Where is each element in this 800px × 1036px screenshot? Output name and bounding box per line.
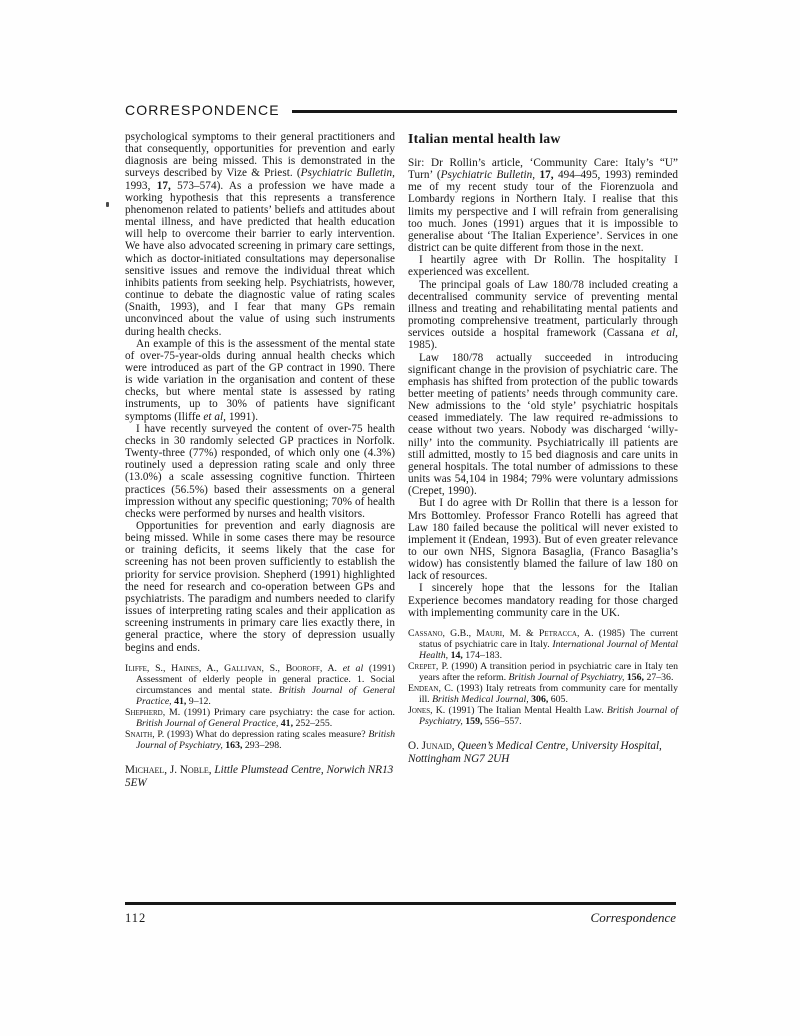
text-run: I heartily agree with Dr Rollin. The hospitality I experienced was excellent. <box>408 254 678 279</box>
header-rule <box>292 110 677 113</box>
letter-paragraph <box>125 338 395 423</box>
text-run: British Journal of Psychiatry, <box>136 728 395 751</box>
text-run: I sincerely hope that the lessons for the Italian Experience becomes mandatory reading for those charged with implementing community care in the UK. <box>408 582 678 619</box>
reference <box>408 705 678 727</box>
text-run: British Journal of Psychiatry, <box>419 704 679 727</box>
scan-artifact <box>106 202 109 207</box>
left-column <box>125 131 395 790</box>
text-run: Law 180/78 actually succeeded in introducing significant change in the provision of psychiatric care. The emphasis has shifted from protection of the public towards better meeting of patients’ needs through community care. New admissions to the ‘old style’ psychiatric hospitals ceased immediately. The law required re-admissions to cease without two years. Nobody was discharged ‘willy-nilly’ into the community. Psychiatrically ill patients are still admitted, mostly to 15 bed diagnosis and care units in general hospitals. The total number of admissions to these units was 54,104 in 1984; 79% were voluntary admissions (Crepet, 1990). <box>408 351 678 498</box>
letter-columns <box>125 131 678 790</box>
text-run: (1991) The Italian Mental Health Law. <box>445 704 607 716</box>
text-run: 14, <box>450 649 463 661</box>
text-run: 306, <box>531 693 549 705</box>
left-signature <box>125 764 395 790</box>
text-run: Jones, K. <box>408 704 446 716</box>
right-letter-body <box>408 157 678 619</box>
text-run: Crepet, P. <box>408 660 449 672</box>
letter-paragraph <box>408 254 678 278</box>
text-run: 41, <box>280 717 294 729</box>
text-run: The principal goals of Law 180/78 included creating a decentralised community service of preventing mental illness and treating and rehabilitating mental patients and promoting comprehensive treatment, particularly through services outside a hospital framework (Cassana <box>408 278 678 340</box>
text-run: 41, <box>174 695 187 707</box>
text-run: Endean, C. <box>408 682 454 694</box>
letter-paragraph <box>125 131 395 338</box>
text-run: British Journal of General Practice, <box>136 684 395 707</box>
text-run: But I do agree with Dr Rollin that there is a lesson for Mrs Bottomley. Professor Franco Rotelli has agreed that Law 180 failed because the political will never existed to implement it (Endean, 1993). But of even greater relevance to our own NHS, Signora Basaglia, (Franco Basaglia’s widow) has consistently blamed the failure of law 180 on lack of resources. <box>408 497 678 583</box>
text-run: (1991) Primary care psychiatry: the case for action. <box>180 706 395 718</box>
text-run: 174–183. <box>462 649 503 661</box>
letter-paragraph <box>408 279 678 352</box>
text-run: 27–36. <box>644 671 674 683</box>
text-run: 252–255. <box>293 717 333 729</box>
text-run: et al, <box>651 327 678 340</box>
text-run: 605. <box>548 693 568 705</box>
reference <box>125 663 395 707</box>
letter-paragraph <box>408 497 678 582</box>
text-run: Psychiatric Bulletin, <box>440 169 536 182</box>
text-run: British Medical Journal, <box>432 693 529 705</box>
text-run: Cassano, G.B., Mauri, M. & Petracca, A. <box>408 627 594 639</box>
text-run: International Journal of Mental Health, <box>419 638 678 661</box>
text-run: I have recently surveyed the content of over-75 health checks in 30 randomly selected GP practices in Norfolk. Twenty-three (77%) responded, of which only one (4.3%) routinely used a depression rating scale and only three (13.0%) a scale assessing cognitive function. Thirteen practices (56.5%) based their assessments on a general impression without any specific questioning; 70% of health checks were performed by nurses and health visitors. <box>125 422 395 520</box>
right-column <box>408 131 678 790</box>
text-run: 1991). <box>226 410 259 423</box>
letter-heading: Italian mental health law <box>408 131 561 146</box>
text-run: 163, <box>225 739 243 751</box>
text-run: (1990) A transition period in psychiatric care in Italy ten years after the reform. <box>419 660 678 683</box>
letter-paragraph <box>408 352 678 498</box>
text-run: (1991) Assessment of elderly people in general practice. 1. Social circumstances and mental state. <box>136 662 396 696</box>
text-run: British Journal of Psychiatry, <box>508 671 625 683</box>
text-run: 1993, <box>125 179 157 192</box>
reference <box>408 683 678 705</box>
text-run: 156, <box>626 671 645 683</box>
text-run: 556–557. <box>482 715 522 727</box>
text-run: 494–495, 1993) reminded me of my recent study tour of the Fiorenzuola and Lombardy regions in Northern Italy. I realise that this limits my perspective and I will refrain from generalising too much. Jones (1991) argues that it is impossible to generalise about ‘The Italian Experience’. Services in one district can be quite different from those in the next. <box>408 169 678 255</box>
letter-paragraph <box>408 157 678 254</box>
page-footer <box>125 910 676 926</box>
text-run: 17, <box>156 179 171 192</box>
text-run: et al, <box>203 410 226 423</box>
running-title: Correspondence <box>590 910 676 925</box>
text-run: Queen’s Medical Centre, University Hospital, Nottingham NG7 2UH <box>408 739 662 766</box>
text-run: et al <box>342 662 364 674</box>
letter-paragraph <box>408 582 678 618</box>
text-run: Sir: Dr Rollin’s article, ‘Community Care: Italy’s “U” Turn’ ( <box>408 157 678 182</box>
text-run: Shepherd, M. <box>125 706 181 718</box>
correspondence-header <box>125 102 677 118</box>
text-run: Iliffe, S., Haines, A., Gallivan, S., Booroff, A. <box>125 662 338 674</box>
text-run: 1985). <box>408 339 438 352</box>
right-signature <box>408 740 678 766</box>
left-references <box>125 663 395 751</box>
text-run: psychological symptoms to their general practitioners and that consequently, opportunities for prevention and early diagnosis are being missed. This is demonstrated in the surveys described by Vize & Priest. ( <box>125 131 395 180</box>
letter-paragraph <box>125 520 395 654</box>
text-run: Snaith, P. <box>125 728 165 740</box>
text-run: British Journal of General Practice, <box>136 717 279 729</box>
reference <box>408 661 678 683</box>
reference <box>408 628 678 661</box>
left-letter-body <box>125 131 395 654</box>
section-title: CORRESPONDENCE <box>125 102 280 118</box>
text-run: 17, <box>539 169 554 182</box>
footer-rule <box>125 902 676 905</box>
letter-paragraph <box>125 423 395 520</box>
text-run: 293–298. <box>242 739 282 751</box>
text-run: O. Junaid, <box>408 739 455 752</box>
text-run: Michael, J. Noble, <box>125 763 212 776</box>
right-references <box>408 628 678 727</box>
text-run: (1993) Italy retreats from community care for mentally ill. <box>419 682 678 705</box>
text-run: (1993) What do depression rating scales measure? <box>164 728 369 740</box>
text-run: An example of this is the assessment of the mental state of over-75-year-olds during annual health checks which were introduced as part of the GP contract in 1990. There is wide variation in the organisation and content of these checks, but where mental state is assessed by rating instruments, up to 30% of patients have significant symptoms (Iliffe <box>125 337 395 423</box>
text-run: 159, <box>465 715 483 727</box>
page-number: 112 <box>125 911 147 925</box>
text-run: Little Plumstead Centre, Norwich NR13 5EW <box>125 763 394 789</box>
text-run: Psychiatric Bulletin, <box>300 167 395 180</box>
reference <box>125 707 395 729</box>
text-run: 9–12. <box>186 695 211 707</box>
text-run: (1985) The current status of psychiatric care in Italy. <box>419 627 679 650</box>
text-run: 573–574). As a profession we have made a working hypothesis that this represents a transference phenomenon related to patients’ beliefs and attitudes about mental illness, and have predicted that health education will help to overcome their barrier to early intervention. We have also advocated screening in primary care settings, which as doctor-initiated consultations may depersonalise sensitive issues and remove the individual threat which inhibits patients from seeking help. Psychiatrists, however, continue to debate the diagnostic value of rating scales (Snaith, 1993), and I fear that many GPs remain unconvinced about the value of using such instruments during health checks. <box>125 179 395 338</box>
text-run: Opportunities for prevention and early diagnosis are being missed. While in some cases there may be resource or training deficits, it seems likely that the case for screening has not been proven sufficiently to establish the priority for service provision. Shepherd (1991) highlighted the need for research and co-operation between GPs and psychiatrists. The paradigm and numbers needed to clarify issues of interpreting rating scales and their application as screening instruments in primary care lies exactly there, in general practice, where the story of depression usually begins and ends. <box>125 520 395 654</box>
reference <box>125 729 395 751</box>
